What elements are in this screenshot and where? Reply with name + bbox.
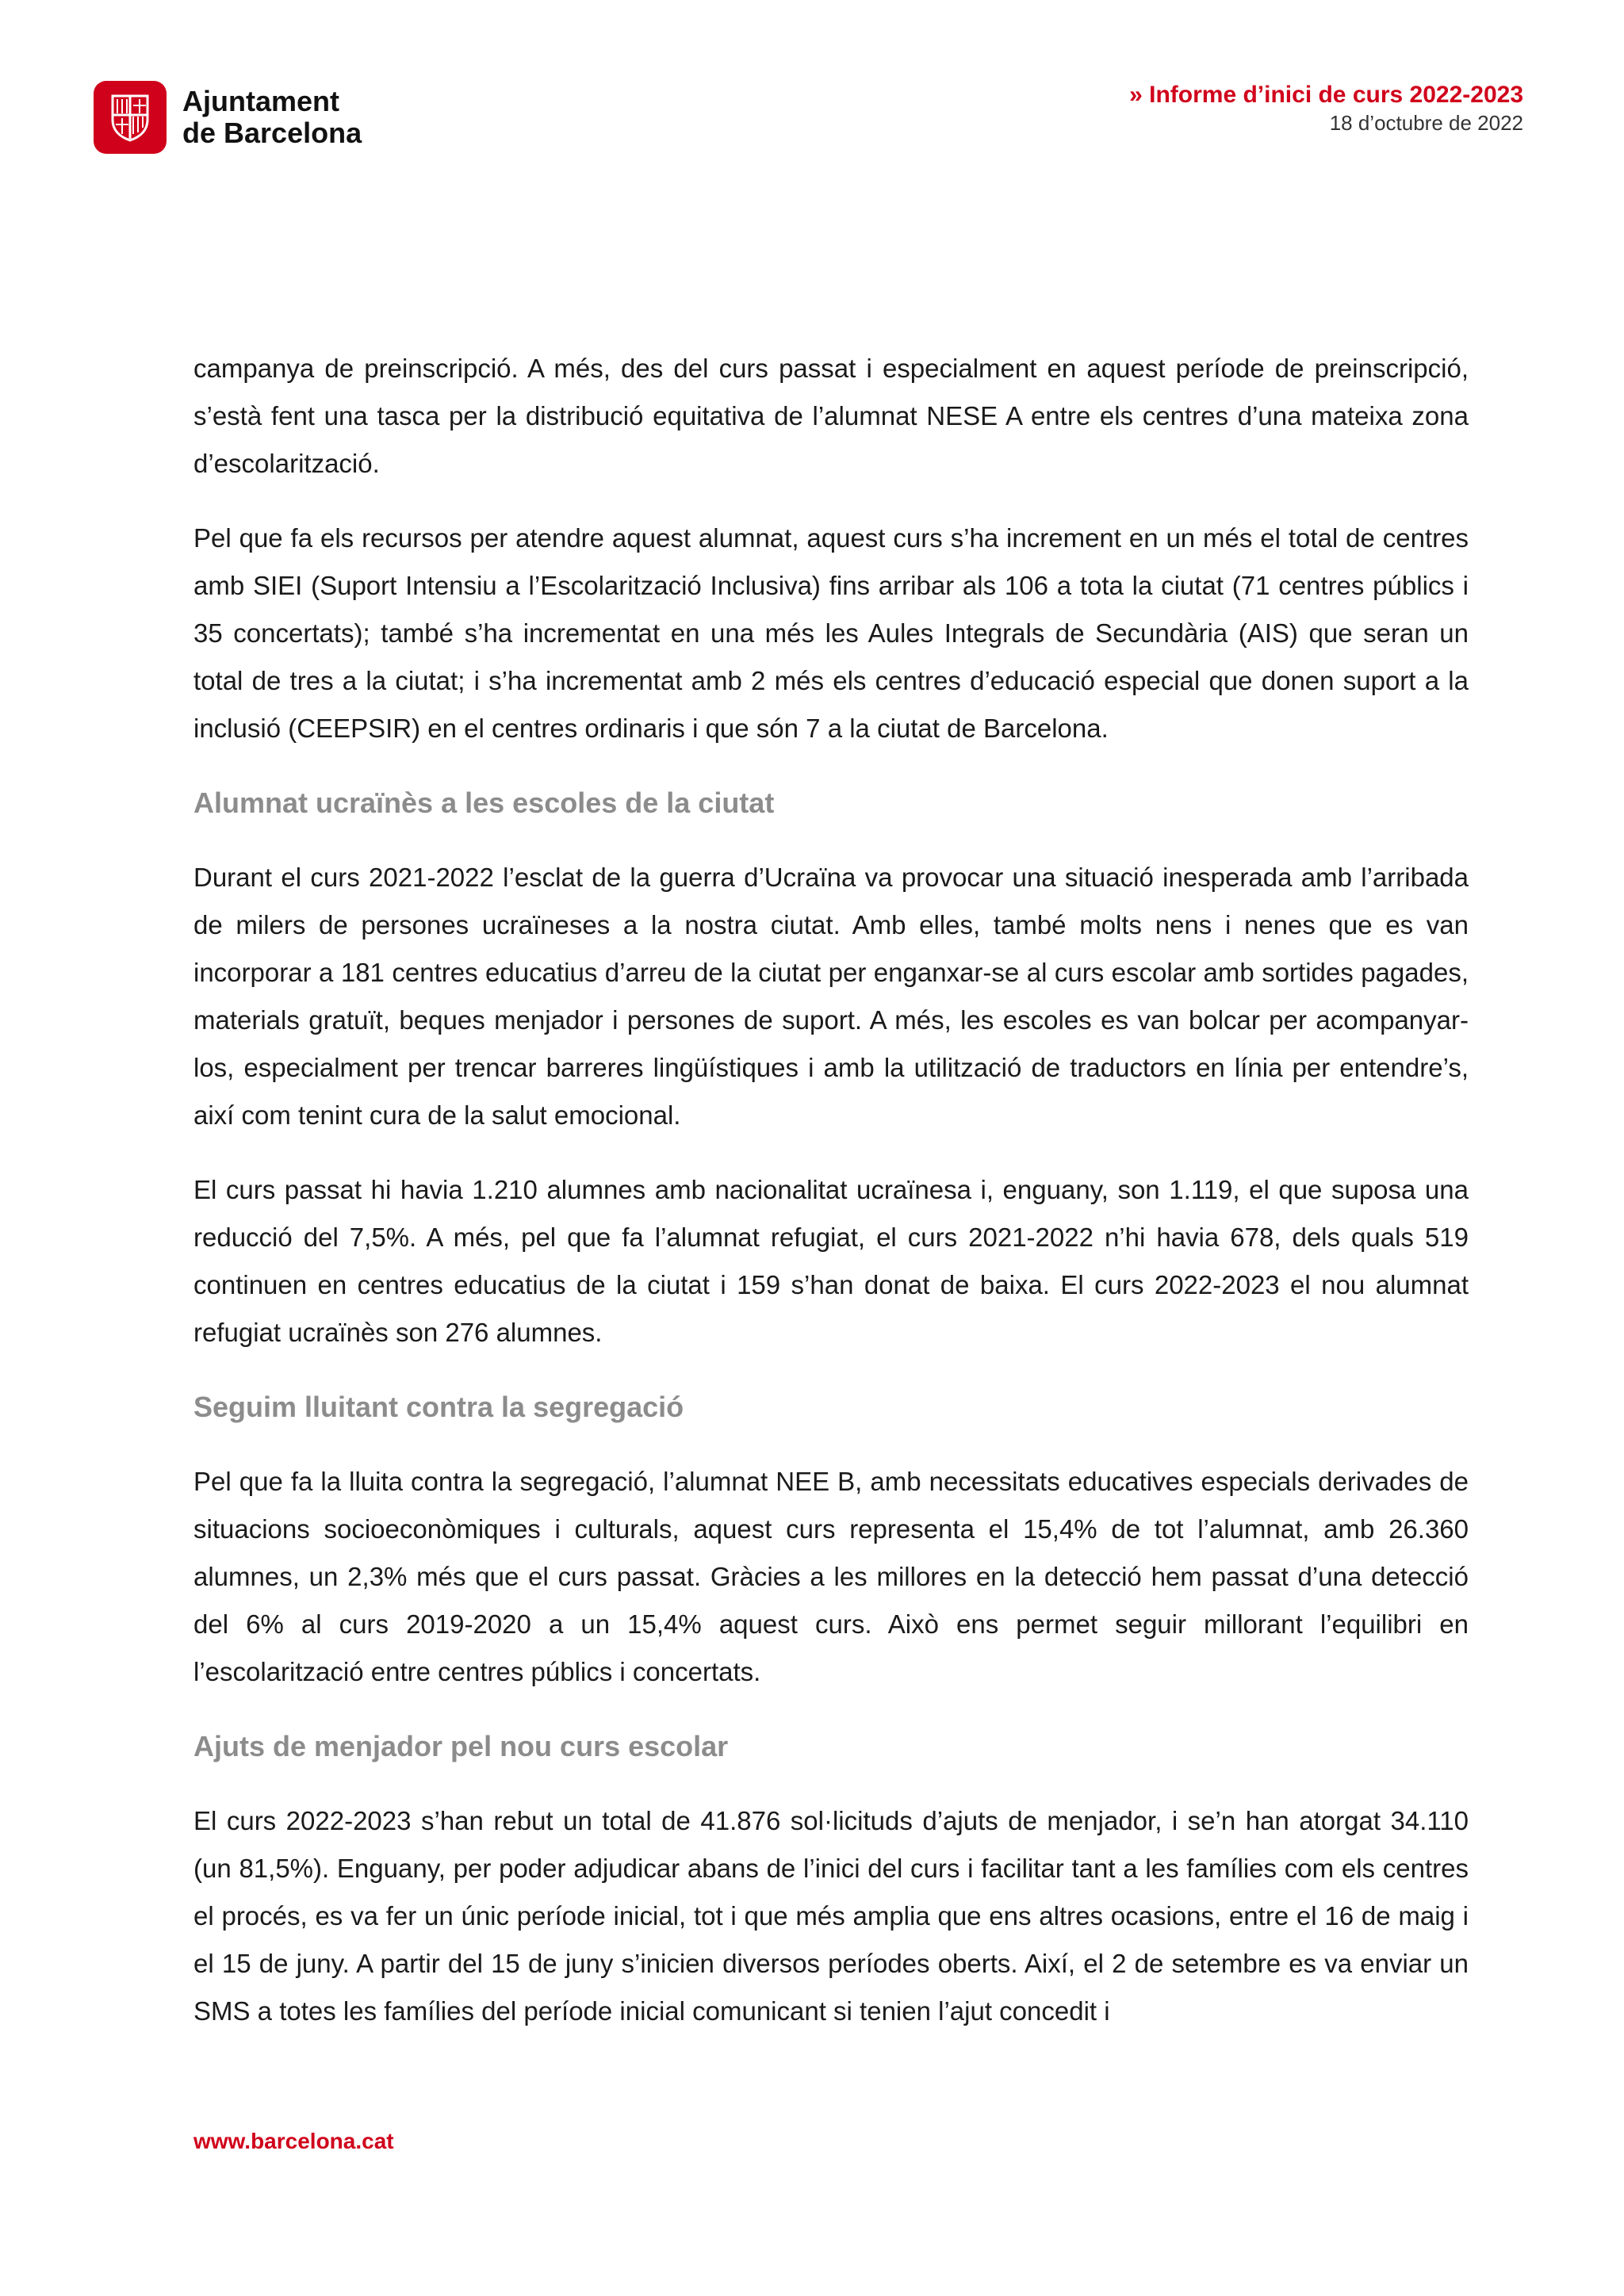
org-name-line1: Ajuntament [182,85,339,117]
paragraph-segregacio: Pel que fa la lluita contra la segregació, l’alumnat NEE B, amb necessitats educatives especials derivades de situacions socioeconòmiques i culturals, aquest curs representa el 15,4% de tot l’alumnat, amb 26.360 alumnes, un 2,3% més que el curs passat. Gràcies a les millores en la detecció hem passat d’una detecció del 6% al curs 2019-2020 a un 15,4% aquest curs. Això ens permet seguir millorant l’equilibri en l’escolarització entre centres públics i concertats. [193,1467,1469,1686]
paragraph-recursos: Pel que fa els recursos per atendre aquest alumnat, aquest curs s’ha increment en un més el total de centres amb SIEI (Suport Intensiu a l’Escolarització Inclusiva) fins arribar als 106 a tota la ciutat (71 centres públics i 35 concertats); també s’ha incrementat en una més les Aules Integrals de Secundària (AIS) que seran un total de tres a la ciutat; i s’ha incrementat amb 2 més els centres d’educació especial que donen suport a la inclusió (CEEPSIR) en el centres ordinaris i que són 7 a la ciutat de Barcelona. [193,523,1469,743]
paragraph-preinscripcio: campanya de preinscripció. A més, des del curs passat i especialment en aquest període de preinscripció, s’està fent una tasca per la distribució equitativa de l’alumnat NESE A entre els centres d’una mateixa zona d’escolarització. [193,354,1469,478]
footer-website-link[interactable]: www.barcelona.cat [193,2129,394,2153]
org-name-line2: de Barcelona [182,117,362,149]
report-title: » Informe d’inici de curs 2022-2023 [1129,82,1523,108]
document-body [193,345,1469,2062]
ajuntament-logo[interactable] [94,81,362,154]
ajuntament-logo-text [182,86,362,149]
paragraph-ajuts-menjador: El curs 2022-2023 s’han rebut un total de 41.876 sol·licituds d’ajuts de menjador, i se’n han atorgat 34.110 (un 81,5%). Enguany, per poder adjudicar abans de l’inici del curs i facilitar tant a les famílies com els centres el procés, es va fer un únic període inicial, tot i que més amplia que ens altres ocasions, entre el 16 de maig i el 15 de juny. A partir del 15 de juny s’inicien diversos períodes oberts. Així, el 2 de setembre es va enviar un SMS a totes les famílies del període inicial comunicant si tenien l’ajut concedit i [193,1806,1469,2026]
report-date: 18 d’octubre de 2022 [1329,111,1523,135]
page-header [0,0,1624,174]
section-heading-segregacio: Seguim lluitant contra la segregació [193,1391,684,1423]
paragraph-alumnes-ucrainesos: El curs passat hi havia 1.210 alumnes amb nacionalitat ucraïnesa i, enguany, son 1.119, el que suposa una reducció del 7,5%. A més, pel que fa l’alumnat refugiat, el curs 2021-2022 n’hi havia 678, dels quals 519 continuen en centres educatius de la ciutat i 159 s’han donat de baixa. El curs 2022-2023 el nou alumnat refugiat ucraïnès son 276 alumnes. [193,1175,1469,1347]
barcelona-coat-of-arms-icon [94,81,167,154]
section-heading-alumnat-ucraines: Alumnat ucraïnès a les escoles de la ciutat [193,786,775,819]
paragraph-guerra-ucraina: Durant el curs 2021-2022 l’esclat de la guerra d’Ucraïna va provocar una situació inesperada amb l’arribada de milers de persones ucraïneses a la nostra ciutat. Amb elles, també molts nens i nenes que es van incorporar a 181 centres educatius d’arreu de la ciutat per enganxar-se al curs escolar amb sortides pagades, materials gratuït, beques menjador i persones de suport. A més, les escoles es van bolcar per acompanyar-los, especialment per trencar barreres lingüístiques i amb la utilització de traductors en línia per entendre’s, així com tenint cura de la salut emocional. [193,863,1469,1130]
section-heading-ajuts-menjador: Ajuts de menjador pel nou curs escolar [193,1730,729,1762]
